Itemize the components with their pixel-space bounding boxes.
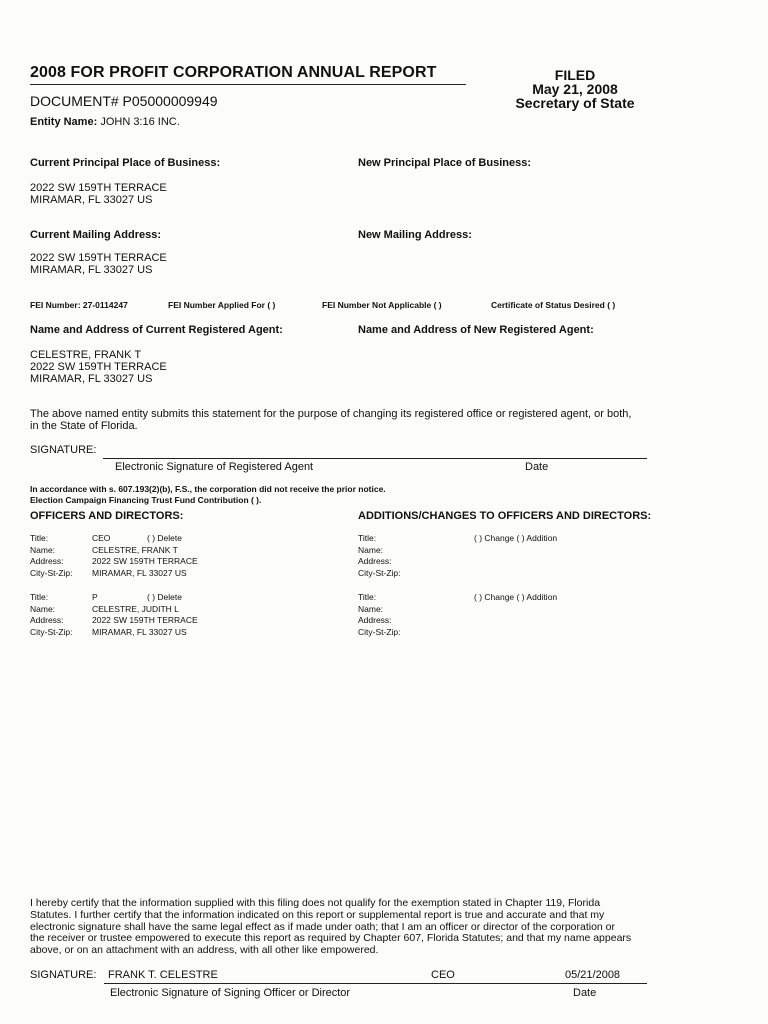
officer-city: MIRAMAR, FL 33027 US — [92, 568, 187, 579]
document-number: DOCUMENT# P05000009949 — [30, 93, 218, 109]
officer-address: 2022 SW 159TH TERRACE — [92, 615, 198, 626]
current-principal-label: Current Principal Place of Business: — [30, 157, 221, 169]
officer-name: CELESTRE, JUDITH L — [92, 603, 179, 614]
officer-address-label: Address: — [30, 615, 64, 626]
certificate-of-status: Certificate of Status Desired ( ) — [491, 300, 616, 310]
certification-line1: I hereby certify that the information supplied with this filing does not qualify for the exemption stated in Chapter 119, Florida — [30, 897, 601, 909]
change-city-label: City-St-Zip: — [358, 568, 401, 579]
title-underline — [30, 84, 466, 85]
principal-address-line1: 2022 SW 159TH TERRACE — [30, 182, 167, 194]
fei-number: FEI Number: 27-0114247 — [30, 300, 128, 310]
agent-address-line1: 2022 SW 159TH TERRACE — [30, 361, 167, 373]
filed-by: Secretary of State — [515, 95, 635, 111]
certification-line5: above, or on an attachment with an address, with all other like empowered. — [30, 944, 379, 957]
agent-signature-line — [103, 458, 647, 459]
officer-2-changes — [358, 592, 557, 639]
officer-address: 2022 SW 159TH TERRACE — [92, 556, 198, 567]
officer-signature-name: FRANK T. CELESTRE — [108, 969, 218, 981]
statement — [30, 408, 631, 432]
change-name-label: Name: — [358, 544, 384, 555]
change-addition-option: ( ) Change ( ) Addition — [474, 533, 558, 543]
new-principal-label: New Principal Place of Business: — [358, 157, 532, 169]
officer-city-label: City-St-Zip: — [30, 568, 73, 579]
officer-city-label: City-St-Zip: — [30, 627, 73, 638]
officer-name-label: Name: — [30, 603, 56, 614]
officer-delete-option: ( ) Delete — [147, 533, 182, 543]
agent-name: CELESTRE, FRANK T — [30, 349, 142, 361]
principal-address — [30, 182, 167, 206]
new-agent-label: Name and Address of New Registered Agent: — [358, 324, 594, 336]
mailing-address — [30, 252, 167, 276]
officers-heading: OFFICERS AND DIRECTORS: — [30, 510, 184, 522]
officer-1 — [30, 533, 198, 580]
principal-address-line2: MIRAMAR, FL 33027 US — [30, 194, 153, 206]
agent-signature-date-caption: Date — [525, 461, 549, 473]
officer-title: CEO — [92, 533, 111, 543]
officer-delete-option: ( ) Delete — [147, 592, 182, 602]
officer-title: P — [92, 592, 98, 602]
mailing-address-line2: MIRAMAR, FL 33027 US — [30, 264, 153, 276]
agent-address-line2: MIRAMAR, FL 33027 US — [30, 373, 153, 385]
change-title-label: Title: — [358, 592, 377, 602]
change-address-label: Address: — [358, 556, 392, 567]
statement-line2: in the State of Florida. — [30, 420, 138, 432]
officer-name: CELESTRE, FRANK T — [92, 544, 178, 555]
officer-city: MIRAMAR, FL 33027 US — [92, 627, 187, 638]
prior-notice: In accordance with s. 607.193(2)(b), F.S., the corporation did not receive the prior notice. — [30, 484, 386, 494]
agent-signature-caption: Electronic Signature of Registered Agent — [115, 461, 314, 473]
changes-heading: ADDITIONS/CHANGES TO OFFICERS AND DIRECTORS: — [358, 510, 652, 522]
certification-line2: Statutes. I further certify that the information indicated on this report or supplemental report is true and accurate and that my — [30, 908, 605, 921]
officer-signature-date: 05/21/2008 — [565, 969, 621, 981]
certification-line3: electronic signature shall have the same legal effect as if made under oath; that I am an officer or director of the corporation or — [30, 920, 616, 933]
officer-title-label: Title: — [30, 592, 49, 602]
agent-block — [30, 349, 167, 385]
entity-name-value: JOHN 3:16 INC. — [100, 116, 180, 128]
current-mailing-label: Current Mailing Address: — [30, 229, 161, 241]
officer-title-label: Title: — [30, 533, 49, 543]
fei-not-applicable: FEI Number Not Applicable ( ) — [322, 300, 442, 310]
filed-stamp — [505, 68, 645, 110]
filed-date: May 21, 2008 — [532, 81, 618, 97]
officer-signature-line — [104, 983, 647, 984]
officer-signature-date-caption: Date — [573, 987, 597, 999]
mailing-address-line1: 2022 SW 159TH TERRACE — [30, 252, 167, 264]
report-title: 2008 FOR PROFIT CORPORATION ANNUAL REPORT — [30, 64, 437, 81]
officer-signature-caption: Electronic Signature of Signing Officer or Director — [110, 987, 351, 999]
change-addition-option: ( ) Change ( ) Addition — [474, 592, 558, 602]
entity-name-label: Entity Name: — [30, 116, 98, 128]
statement-line1: The above named entity submits this statement for the purpose of changing its registered office or registered agent, or both, — [30, 408, 632, 420]
campaign-contribution: Election Campaign Financing Trust Fund Contribution ( ). — [30, 495, 262, 505]
change-city-label: City-St-Zip: — [358, 627, 401, 638]
certification-line4: the receiver or trustee empowered to execute this report as required by Chapter 607, Florida Statutes; and that my name appears — [30, 932, 632, 945]
officer-1-changes — [358, 533, 557, 580]
officer-signature-title: CEO — [431, 969, 455, 981]
current-agent-label: Name and Address of Current Registered Agent: — [30, 324, 283, 336]
fei-applied: FEI Number Applied For ( ) — [168, 300, 276, 310]
agent-signature-label: SIGNATURE: — [30, 444, 97, 456]
certification — [30, 898, 730, 957]
officer-signature-label: SIGNATURE: — [30, 969, 97, 981]
officer-name-label: Name: — [30, 544, 56, 555]
officer-address-label: Address: — [30, 556, 64, 567]
change-address-label: Address: — [358, 615, 392, 626]
filed-label: FILED — [554, 67, 596, 83]
change-title-label: Title: — [358, 533, 377, 543]
entity-name-row — [30, 116, 180, 128]
officer-2 — [30, 592, 198, 639]
change-name-label: Name: — [358, 603, 384, 614]
new-mailing-label: New Mailing Address: — [358, 229, 472, 241]
